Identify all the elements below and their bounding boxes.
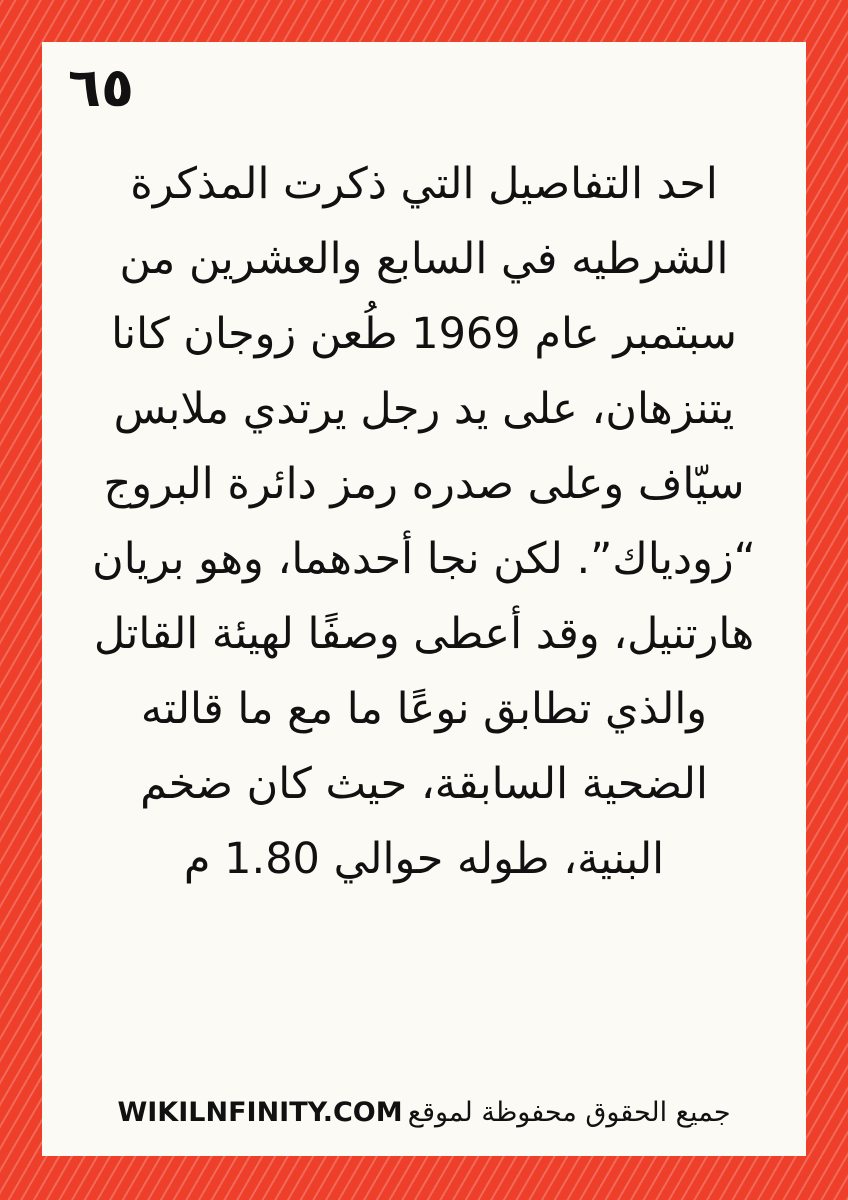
body-line: سيّاف وعلى صدره رمز دائرة البروج xyxy=(103,459,745,509)
copyright-footer xyxy=(60,1097,788,1128)
website-name: WIKILNFINITY.COM xyxy=(117,1097,403,1128)
body-line: الضحية السابقة، حيث كان ضخم xyxy=(140,759,708,809)
page-card xyxy=(42,42,806,1156)
body-line: “زودياك”. لكن نجا أحدهما، وهو بريان xyxy=(92,534,756,584)
body-paragraph xyxy=(50,147,798,897)
body-line: الشرطيه في السابع والعشرين من xyxy=(119,234,729,284)
body-line: والذي تطابق نوعًا ما مع ما قالته xyxy=(140,684,708,734)
body-line: سبتمبر عام 1969 طُعن زوجان كانا xyxy=(111,309,737,359)
body-line: احد التفاصيل التي ذكرت المذكرة xyxy=(130,159,718,209)
body-line: هارتنيل، وقد أعطى وصفًا لهيئة القاتل xyxy=(93,609,755,659)
page-number: ٦٥ xyxy=(68,56,134,119)
copyright-text: جميع الحقوق محفوظة لموقع xyxy=(407,1097,731,1128)
body-line: يتنزهان، على يد رجل يرتدي ملابس xyxy=(113,384,735,434)
body-line: البنية، طوله حوالي 1.80 م xyxy=(183,834,665,884)
